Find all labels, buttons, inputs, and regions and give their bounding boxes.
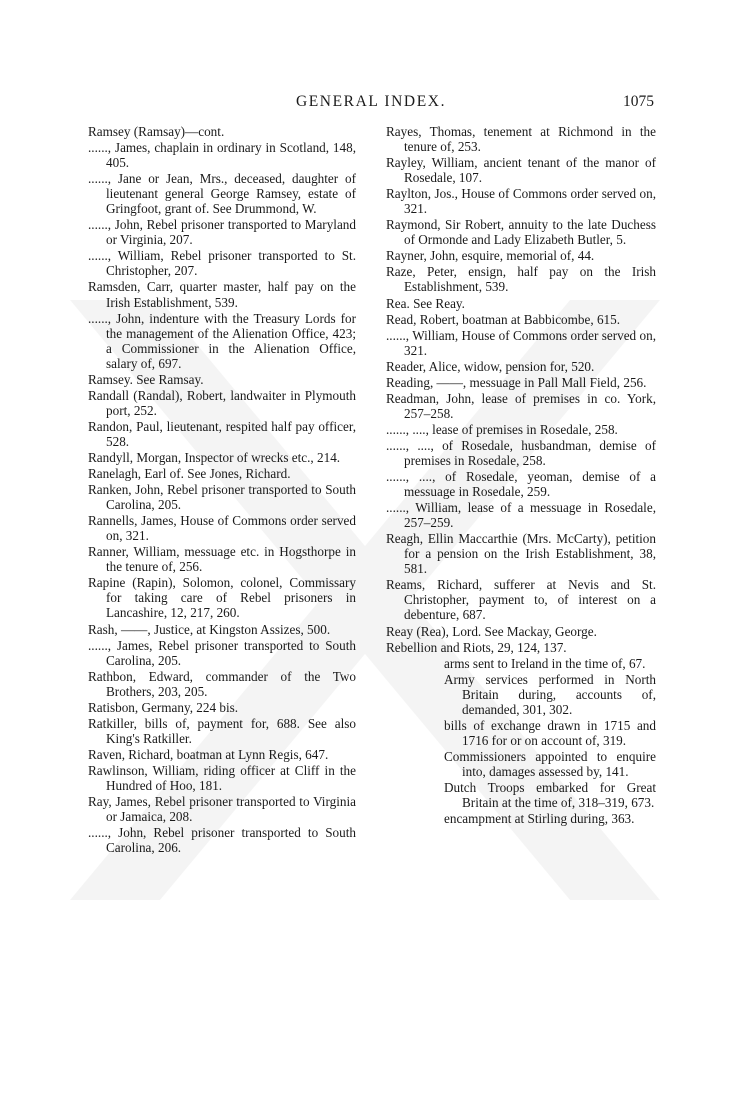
index-entry: Rayner, John, esquire, memorial of, 44. [386,248,595,264]
index-entry: ......, James, Rebel prisoner transported to South Carolina, 205. [88,637,356,668]
index-entry: Ranner, William, messuage etc. in Hogsthorpe in the tenure of, 256. [88,544,356,575]
index-entry: Readman, John, lease of premises in co. York, 257–258. [386,390,656,421]
index-entry: Rathbon, Edward, commander of the Two Brothers, 203, 205. [88,668,356,699]
index-entry: ......, Jane or Jean, Mrs., deceased, daughter of lieutenant general George Ramsey, estate of Gringfoot, grant of. See Drummond, W. [88,171,356,217]
index-entry: Read, Robert, boatman at Babbicombe, 615. [386,311,621,327]
index-entry: Rash, ——, Justice, at Kingston Assizes, 500. [88,621,331,637]
index-entry: Raymond, Sir Robert, annuity to the late Duchess of Ormonde and Lady Elizabeth Butler, 5. [386,217,656,248]
index-entry: Raven, Richard, boatman at Lynn Regis, 647. [88,746,329,762]
index-entry: Raylton, Jos., House of Commons order served on, 321. [386,186,656,217]
index-entry: Reay (Rea), Lord. See Mackay, George. [386,623,597,639]
index-entry: Rebellion and Riots, 29, 124, 137. [386,639,567,655]
index-entry: Rayes, Thomas, tenement at Richmond in the tenure of, 253. [386,124,656,155]
index-entry: ......, ...., of Rosedale, husbandman, demise of premises in Rosedale, 258. [386,437,656,468]
index-entry: Rannells, James, House of Commons order served on, 321. [88,513,356,544]
index-entry: Ramsey (Ramsay)—cont. [88,124,225,139]
index-entry: Ratkiller, bills of, payment for, 688. See also King's Ratkiller. [88,715,356,746]
index-entry: ......, John, indenture with the Treasury Lords for the management of the Alienation Office, 423; a Commissioner in the Alienation Office, salary of, 697. [88,310,356,371]
index-entry: Ray, James, Rebel prisoner transported to Virginia or Jamaica, 208. [88,794,356,825]
index-entry: ......, William, lease of a messuage in Rosedale, 257–259. [386,500,656,531]
index-entry: Rayley, William, ancient tenant of the manor of Rosedale, 107. [386,155,656,186]
index-entry: ......, ...., of Rosedale, yeoman, demise of a messuage in Rosedale, 259. [386,469,656,500]
index-entry: Ratisbon, Germany, 224 bis. [88,699,239,715]
index-entry: Ramsden, Carr, quarter master, half pay on the Irish Establishment, 539. [88,279,356,310]
index-entry: Reading, ——, messuage in Pall Mall Field, 256. [386,374,647,390]
index-entry: Dutch Troops embarked for Great Britain at the time of, 318–319, 673. [444,779,656,811]
index-entry: Reagh, Ellin Maccarthie (Mrs. McCarty), petition for a pension on the Irish Establishment, 38, 581. [386,531,656,577]
index-entry: ......, William, House of Commons order served on, 321. [386,327,656,358]
index-column-right [386,124,656,827]
index-entry: Randall (Randal), Robert, landwaiter in Plymouth port, 252. [88,387,356,418]
index-entry: Reams, Richard, sufferer at Nevis and St. Christopher, payment to, of interest on a debenture, 687. [386,577,656,623]
index-entry: Rawlinson, William, riding officer at Cliff in the Hundred of Hoo, 181. [88,762,356,793]
index-entry: arms sent to Ireland in the time of, 67. [444,655,646,671]
index-entry: Ranken, John, Rebel prisoner transported to South Carolina, 205. [88,482,356,513]
index-entry: bills of exchange drawn in 1715 and 1716 for or on account of, 319. [444,717,656,748]
index-entry: Commissioners appointed to enquire into, damages assessed by, 141. [444,748,656,779]
page-number: 1075 [623,93,654,110]
page-header [88,93,654,115]
index-entry: Raze, Peter, ensign, half pay on the Irish Establishment, 539. [386,264,656,295]
index-entry: ......, William, Rebel prisoner transported to St. Christopher, 207. [88,248,356,279]
index-entry: Ranelagh, Earl of. See Jones, Richard. [88,466,291,482]
index-entry: ......, ...., lease of premises in Rosedale, 258. [386,421,618,437]
index-column-left [88,124,356,856]
index-entry: encampment at Stirling during, 363. [444,811,635,827]
index-entry: Randyll, Morgan, Inspector of wrecks etc., 214. [88,449,341,465]
index-entry: ......, John, Rebel prisoner transported to Maryland or Virginia, 207. [88,217,356,248]
index-entry: Randon, Paul, lieutenant, respited half pay officer, 528. [88,418,356,449]
index-entry: ......, John, Rebel prisoner transported to South Carolina, 206. [88,825,356,856]
index-entry: Ramsey. See Ramsay. [88,371,204,387]
index-entry: Rea. See Reay. [386,295,465,311]
page-title: GENERAL INDEX. [295,93,447,110]
index-entry: Reader, Alice, widow, pension for, 520. [386,358,595,374]
index-entry: Army services performed in North Britain during, accounts of, demanded, 301, 302. [444,671,656,717]
index-entry: Rapine (Rapin), Solomon, colonel, Commissary for taking care of Rebel prisoners in Lancashire, 12, 217, 260. [88,575,356,621]
index-entry: ......, James, chaplain in ordinary in Scotland, 148, 405. [88,140,356,171]
